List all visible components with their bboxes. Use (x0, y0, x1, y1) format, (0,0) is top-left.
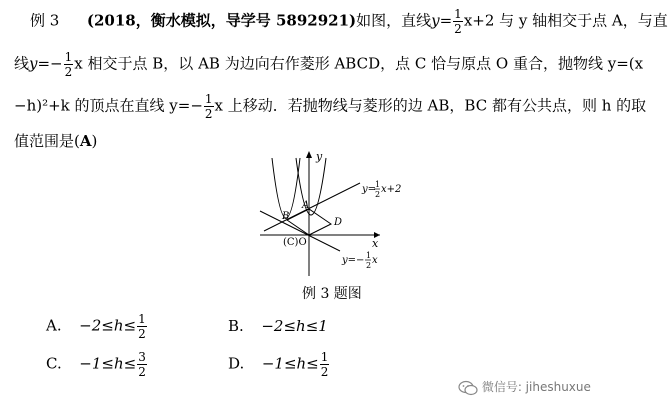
answer-letter: A (79, 132, 92, 150)
figure-caption: 例 3 题图 (302, 286, 362, 302)
option-c-fraction: $\frac{3}{2}$ (138, 350, 146, 379)
diagram-figure (252, 148, 422, 278)
line4-text-b: ) (91, 132, 98, 150)
question-source: (2018，衡水模拟，导学号 5892921) (86, 11, 357, 30)
option-d (228, 351, 330, 378)
wechat-icon (458, 380, 478, 396)
point-b-label: B (282, 211, 290, 222)
option-b (228, 317, 328, 335)
line1-text-c: x+2 与 y 轴相交于点 A，与直 (463, 11, 668, 30)
watermark (458, 378, 591, 396)
line1-frac-num: 1 (375, 180, 381, 189)
option-c-letter: C. (46, 354, 62, 373)
y-axis-arrow (306, 151, 312, 158)
line3-text-a: −h)²+k 的顶点在直线 y=− (14, 96, 203, 115)
y-axis-label: y (316, 150, 323, 163)
question-line-4 (14, 130, 97, 151)
option-d-fraction: $\frac{1}{2}$ (320, 350, 329, 379)
line3-text-b: x 上移动．若抛物线与菱形的边 AB，BC 都有公共点，则 h 的取 (214, 96, 647, 115)
line1-frac-den: 2 (375, 190, 381, 199)
question-line-3 (14, 93, 646, 120)
option-a-letter: A. (46, 316, 62, 335)
parabola-right (296, 158, 326, 215)
line-half-x-plus-2 (264, 183, 360, 231)
line1-eq-y: y= (431, 11, 453, 30)
line1-text-a: 如图，直线 (356, 11, 432, 30)
parabola-left (272, 158, 300, 218)
line1-label-y: y= (362, 184, 377, 195)
watermark-text: 微信号: jiheshuxue (481, 380, 591, 394)
fraction-half: $\frac{1}{2}$ (204, 92, 213, 121)
line2-label-rest: x (372, 255, 378, 266)
option-c-text: −1≤h≤ (79, 354, 137, 373)
line2-eq-y: y=− (29, 54, 63, 73)
question-line-2 (14, 51, 643, 78)
origin-label: (C)O (283, 237, 307, 248)
line4-text-a: 值范围是( (14, 132, 80, 150)
x-axis-label: x (372, 237, 379, 250)
option-a-text: −2≤h≤ (79, 316, 137, 335)
fraction-half: $\frac{1}{2}$ (64, 50, 73, 79)
option-b-text: −2≤h≤1 (261, 317, 328, 335)
option-d-letter: D. (228, 354, 245, 373)
option-a-fraction: $\frac{1}{2}$ (138, 312, 146, 341)
option-d-text: −1≤h≤ (261, 354, 319, 373)
line2-frac-num: 1 (366, 251, 372, 260)
question-line-1 (30, 8, 668, 35)
option-b-letter: B. (228, 317, 244, 335)
line2-text-a: 线 (14, 54, 30, 73)
fraction-half: $\frac{1}{2}$ (454, 7, 462, 36)
option-a (46, 313, 148, 340)
line2-frac-den: 2 (366, 261, 372, 270)
question-number: 例 3 (30, 11, 60, 30)
point-d-label: D (334, 217, 343, 228)
option-c (46, 351, 148, 378)
line1-label-rest: x+2 (381, 184, 402, 195)
line2-label-y: y=− (342, 255, 365, 266)
point-a-label: A (302, 200, 310, 211)
line2-text-c: x 相交于点 B，以 AB 为边向右作菱形 ABCD，点 C 恰与原点 O 重合，抛物线 y=(x (74, 54, 644, 73)
